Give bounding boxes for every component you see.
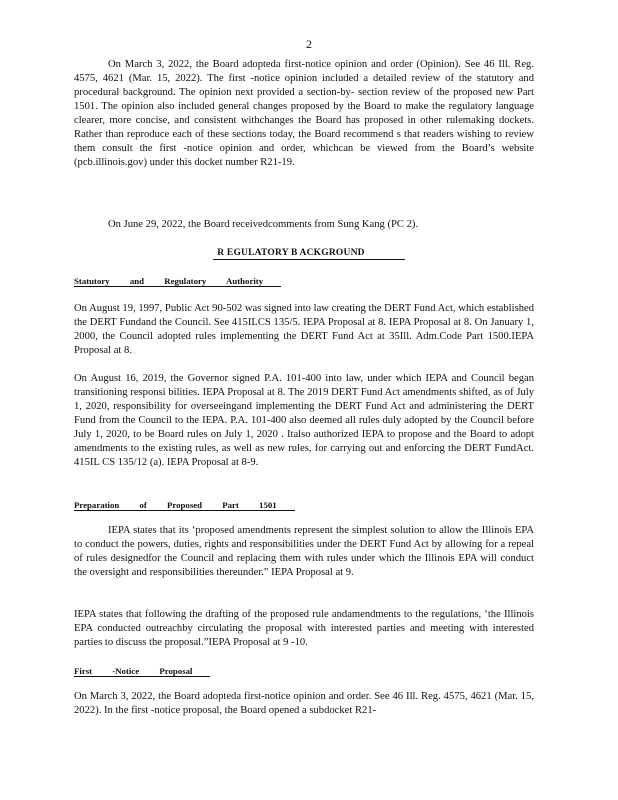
- paragraph-public-comments: On June 29, 2022, the Board receivedcomments from Sung Kang (PC 2).: [108, 219, 419, 230]
- subheading-text: Statutory and Regulatory Authority: [74, 276, 281, 287]
- subheading-preparation: [74, 498, 295, 512]
- subheading-text: Preparation of Proposed Part 1501: [74, 500, 295, 511]
- paragraph-iepa-outreach: IEPA states that following the drafting of the proposed rule andamendments to the regulations, ‘the Illinois EPA conducted outreachby circulating the proposal with interested parties and meeting with interested parties to discuss the proposal.”IEPA Proposal at 9 -10.: [74, 609, 534, 648]
- heading-text: R EGULATORY B ACKGROUND: [213, 248, 404, 260]
- paragraph-first-notice-proposal: On March 3, 2022, the Board adopteda first-notice opinion and order. See 46 Ill. Reg. 4575, 4621 (Mar. 15, 2022). In the first -notice proposal, the Board opened a subdocket R21-: [74, 691, 534, 716]
- section-heading-regulatory-background: [0, 246, 618, 260]
- page-number: 2: [306, 37, 312, 51]
- paragraph-first-notice-summary: On March 3, 2022, the Board adopteda first-notice opinion and order (Opinion). See 46 Ill. Reg. 4575, 4621 (Mar. 15, 2022). The first -notice opinion included a detailed review of the statutory and procedural background. The opinion next provided a section-by- section review of the proposed new Part 1501. The opinion also included general changes proposed by the Board to make the regulatory language clearer, more concise, and consistent withchanges the Board has proposed in other rulemaking dockets. Rather than reproduce each of these sections today, the Board recommend s that readers wishing to review them consult the first -notice opinion and order, whichcan be viewed from the Board’s website (pcb.illinois.gov) under this docket number R21-19.: [74, 59, 534, 168]
- paragraph-public-act-101-400: On August 16, 2019, the Governor signed P.A. 101-400 into law, under which IEPA and Council began transitioning responsi bilities. IEPA Proposal at 8. The 2019 DERT Fund Act amendments shifted, as of July 1, 2020, responsibility for overseeingand implementing the DERT Fund Act and administering the DERT Fund from the Council to the IEPA. P.A. 101-400 also deemed all rules duly adopted by the Council before July 1, 2020, to be Board rules on July 1, 2020 . Italso authorized IEPA to propose and the Board to adopt amendments to the existing rules, as well as new rules, for carrying out and enforcing the DERT FundAct. 415IL CS 135/12 (a). IEPA Proposal at 8-9.: [74, 373, 534, 468]
- subheading-first-notice: [74, 664, 210, 678]
- subheading-text: First -Notice Proposal: [74, 666, 210, 677]
- subheading-statutory-authority: [74, 274, 281, 288]
- paragraph-iepa-proposed-amendments: IEPA states that its ‘proposed amendments represent the simplest solution to allow the Illinois EPA to conduct the powers, duties, rights and responsibilities under the DERT Fund Act by allowing for a repeal of rules designedfor the Council and replacing them with rules under which the Illinois EPA will conduct the oversight and responsibilities thereunder.” IEPA Proposal at 9.: [74, 525, 534, 578]
- paragraph-public-act-90-502: On August 19, 1997, Public Act 90-502 was signed into law creating the DERT Fund Act, which established the DERT Fundand the Council. See 415ILCS 135/5. IEPA Proposal at 8. IEPA Proposal at 8. On January 1, 2000, the Council adopted rules implementing the DERT Fund Act at 35Ill. Adm.Code Part 1500.IEPA Proposal at 8.: [74, 303, 534, 356]
